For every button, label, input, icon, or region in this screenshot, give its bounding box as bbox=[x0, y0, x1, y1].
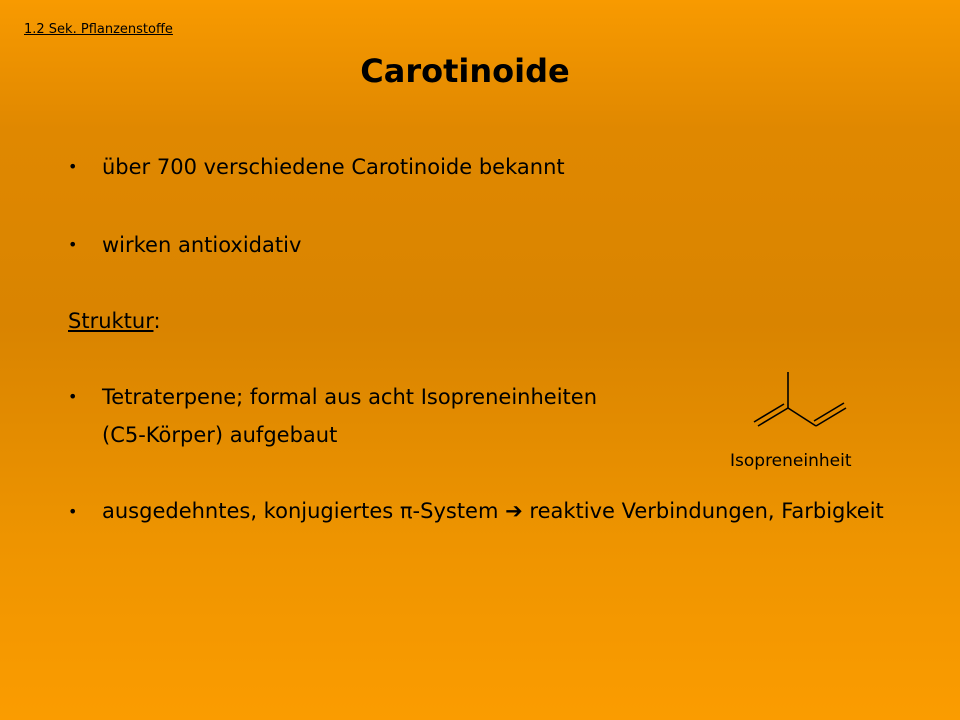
bullet-text-line2: (C5-Körper) aufgebaut bbox=[102, 423, 338, 447]
bullet-dot-icon: • bbox=[68, 387, 78, 406]
bullet-text-line1: Tetraterpene; formal aus acht Isopreneinheiten bbox=[102, 385, 598, 409]
pi-symbol: π bbox=[399, 499, 413, 523]
arrow-right-icon: ➔ bbox=[505, 499, 523, 523]
breadcrumb[interactable]: 1.2 Sek. Pflanzenstoffe bbox=[24, 22, 173, 37]
bullet-dot-icon: • bbox=[68, 502, 78, 521]
bullet-item bbox=[68, 497, 902, 527]
bullet-item bbox=[68, 230, 892, 260]
isoprene-structure-icon bbox=[752, 368, 852, 432]
bullet-text: über 700 verschiedene Carotinoide bekannt bbox=[102, 155, 565, 179]
bullet-dot-icon: • bbox=[68, 157, 78, 176]
structure-heading-colon: : bbox=[153, 309, 161, 333]
bullet-text-suffix: reaktive Verbindungen, Farbigkeit bbox=[522, 499, 884, 523]
bullet-item bbox=[68, 152, 892, 182]
structure-heading bbox=[68, 306, 161, 336]
isoprene-label: Isopreneinheit bbox=[730, 451, 852, 471]
bullet-dot-icon: • bbox=[68, 235, 78, 254]
bullet-text-prefix: ausgedehntes, konjugiertes bbox=[102, 499, 400, 523]
bullet-text-middle: -System bbox=[412, 499, 506, 523]
slide-title: Carotinoide bbox=[360, 52, 570, 90]
bullet-text: wirken antioxidativ bbox=[102, 233, 302, 257]
structure-heading-label: Struktur bbox=[68, 309, 154, 333]
bullet-text bbox=[102, 497, 902, 527]
